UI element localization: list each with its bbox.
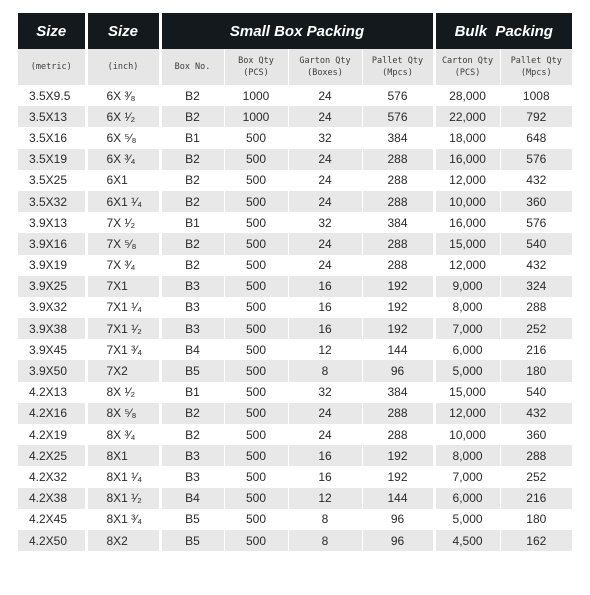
box-qty-cell: 500 (224, 233, 288, 254)
bulk-carton-qty-cell: 12,000 (434, 403, 500, 424)
inch-size-cell: 6X ⁵⁄₈ (86, 127, 160, 148)
inch-size-cell: 8X1 ¹⁄₂ (86, 488, 160, 509)
table-row (18, 149, 572, 170)
box-qty-cell: 500 (224, 297, 288, 318)
bulk-carton-qty-cell: 9,000 (434, 276, 500, 297)
bulk-pallet-qty-cell: 792 (500, 106, 572, 127)
inch-size-cell: 8X ⁵⁄₈ (86, 403, 160, 424)
box-qty-cell: 500 (224, 149, 288, 170)
bulk-carton-qty-cell: 7,000 (434, 318, 500, 339)
carton-qty-cell: 16 (288, 297, 362, 318)
box-qty-cell: 500 (224, 318, 288, 339)
carton-qty-subheader: Garton Qty (Boxes) (288, 49, 362, 85)
small-box-packing-header: Small Box Packing (160, 13, 434, 49)
inch-size-cell: 7X ³⁄₄ (86, 255, 160, 276)
box-no-cell: B2 (160, 233, 224, 254)
bulk-carton-qty-cell: 15,000 (434, 233, 500, 254)
box-qty-cell: 1000 (224, 106, 288, 127)
bulk-carton-qty-cell: 8,000 (434, 445, 500, 466)
box-qty-cell: 500 (224, 170, 288, 191)
bulk-carton-qty-cell: 8,000 (434, 297, 500, 318)
carton-qty-cell: 24 (288, 149, 362, 170)
table-row (18, 488, 572, 509)
bulk-carton-qty-cell: 16,000 (434, 149, 500, 170)
metric-size-cell: 3.9X25 (18, 276, 86, 297)
header-row (18, 13, 572, 49)
bulk-carton-qty-cell: 12,000 (434, 170, 500, 191)
bulk-carton-qty-cell: 5,000 (434, 360, 500, 381)
bulk-carton-qty-cell: 6,000 (434, 339, 500, 360)
carton-qty-cell: 24 (288, 255, 362, 276)
inch-size-cell: 6X1 (86, 170, 160, 191)
metric-size-cell: 4.2X16 (18, 403, 86, 424)
pallet-qty-cell: 288 (362, 255, 434, 276)
table-row (18, 509, 572, 530)
pallet-qty-cell: 288 (362, 403, 434, 424)
table-row (18, 445, 572, 466)
pallet-qty-cell: 576 (362, 106, 434, 127)
bulk-pallet-qty-cell: 1008 (500, 85, 572, 106)
inch-size-cell: 6X1 ¹⁄₄ (86, 191, 160, 212)
box-no-cell: B4 (160, 339, 224, 360)
box-no-subheader: Box No. (160, 49, 224, 85)
carton-qty-cell: 8 (288, 509, 362, 530)
bulk-pallet-qty-cell: 360 (500, 191, 572, 212)
pallet-qty-cell: 384 (362, 382, 434, 403)
pallet-qty-cell: 192 (362, 466, 434, 487)
metric-size-cell: 4.2X32 (18, 466, 86, 487)
carton-qty-cell: 12 (288, 488, 362, 509)
box-qty-cell: 1000 (224, 85, 288, 106)
table-row (18, 339, 572, 360)
box-no-cell: B3 (160, 276, 224, 297)
metric-size-cell: 3.9X13 (18, 212, 86, 233)
bulk-pallet-qty-subheader: Pallet Qty (Mpcs) (500, 49, 572, 85)
box-qty-cell: 500 (224, 276, 288, 297)
bulk-carton-qty-cell: 10,000 (434, 424, 500, 445)
bulk-pallet-qty-cell: 540 (500, 233, 572, 254)
table-row (18, 382, 572, 403)
carton-qty-cell: 12 (288, 339, 362, 360)
table-row (18, 106, 572, 127)
metric-size-cell: 3.9X19 (18, 255, 86, 276)
inch-size-cell: 8X2 (86, 530, 160, 551)
carton-qty-cell: 24 (288, 233, 362, 254)
bulk-packing-header: Bulk Packing (434, 13, 572, 49)
box-qty-cell: 500 (224, 127, 288, 148)
metric-size-cell: 4.2X13 (18, 382, 86, 403)
table-row (18, 233, 572, 254)
inch-size-cell: 8X ¹⁄₂ (86, 382, 160, 403)
bulk-pallet-qty-cell: 288 (500, 297, 572, 318)
carton-qty-cell: 8 (288, 360, 362, 381)
pallet-qty-cell: 192 (362, 318, 434, 339)
carton-qty-cell: 16 (288, 318, 362, 339)
box-no-cell: B5 (160, 509, 224, 530)
box-no-cell: B1 (160, 127, 224, 148)
bulk-pallet-qty-cell: 180 (500, 360, 572, 381)
bulk-carton-qty-cell: 4,500 (434, 530, 500, 551)
box-no-cell: B5 (160, 530, 224, 551)
inch-size-cell: 8X ³⁄₄ (86, 424, 160, 445)
metric-size-cell: 3.9X32 (18, 297, 86, 318)
box-qty-cell: 500 (224, 424, 288, 445)
carton-qty-cell: 24 (288, 106, 362, 127)
box-no-cell: B3 (160, 445, 224, 466)
metric-size-cell: 3.9X45 (18, 339, 86, 360)
metric-size-cell: 4.2X50 (18, 530, 86, 551)
pallet-qty-cell: 144 (362, 488, 434, 509)
pallet-qty-cell: 192 (362, 297, 434, 318)
metric-size-cell: 3.5X32 (18, 191, 86, 212)
metric-size-cell: 3.9X50 (18, 360, 86, 381)
box-no-cell: B2 (160, 170, 224, 191)
box-qty-cell: 500 (224, 466, 288, 487)
box-no-cell: B3 (160, 297, 224, 318)
inch-size-cell: 6X ³⁄₄ (86, 149, 160, 170)
pallet-qty-cell: 192 (362, 445, 434, 466)
carton-qty-cell: 16 (288, 276, 362, 297)
bulk-carton-qty-cell: 6,000 (434, 488, 500, 509)
table-row (18, 255, 572, 276)
packing-table (18, 13, 572, 551)
box-no-cell: B2 (160, 403, 224, 424)
inch-size-cell: 6X ³⁄₈ (86, 85, 160, 106)
carton-qty-cell: 24 (288, 85, 362, 106)
inch-size-cell: 7X ¹⁄₂ (86, 212, 160, 233)
table-row (18, 360, 572, 381)
bulk-carton-qty-cell: 15,000 (434, 382, 500, 403)
box-no-cell: B1 (160, 212, 224, 233)
metric-size-cell: 3.9X38 (18, 318, 86, 339)
metric-size-cell: 4.2X19 (18, 424, 86, 445)
table-row (18, 212, 572, 233)
bulk-carton-qty-cell: 28,000 (434, 85, 500, 106)
inch-size-cell: 7X1 ¹⁄₂ (86, 318, 160, 339)
pallet-qty-cell: 384 (362, 127, 434, 148)
pallet-qty-cell: 288 (362, 170, 434, 191)
table-row (18, 191, 572, 212)
box-qty-cell: 500 (224, 191, 288, 212)
bulk-pallet-qty-cell: 576 (500, 149, 572, 170)
inch-size-cell: 7X1 ¹⁄₄ (86, 297, 160, 318)
box-no-cell: B2 (160, 106, 224, 127)
pallet-qty-subheader: Pallet Qty (Mpcs) (362, 49, 434, 85)
bulk-carton-qty-cell: 7,000 (434, 466, 500, 487)
pallet-qty-cell: 384 (362, 212, 434, 233)
box-no-cell: B1 (160, 382, 224, 403)
carton-qty-cell: 24 (288, 403, 362, 424)
metric-subheader: (metric) (18, 49, 86, 85)
bulk-pallet-qty-cell: 432 (500, 403, 572, 424)
inch-size-cell: 7X1 (86, 276, 160, 297)
box-no-cell: B2 (160, 255, 224, 276)
bulk-pallet-qty-cell: 648 (500, 127, 572, 148)
carton-qty-cell: 24 (288, 191, 362, 212)
bulk-pallet-qty-cell: 162 (500, 530, 572, 551)
box-qty-cell: 500 (224, 530, 288, 551)
box-no-cell: B2 (160, 85, 224, 106)
table-row (18, 530, 572, 551)
metric-size-cell: 3.5X25 (18, 170, 86, 191)
box-no-cell: B3 (160, 466, 224, 487)
table-row (18, 403, 572, 424)
bulk-carton-qty-subheader: Carton Qty (PCS) (434, 49, 500, 85)
bulk-pallet-qty-cell: 252 (500, 466, 572, 487)
metric-size-cell: 3.5X16 (18, 127, 86, 148)
bulk-pallet-qty-cell: 324 (500, 276, 572, 297)
pallet-qty-cell: 192 (362, 276, 434, 297)
carton-qty-cell: 24 (288, 170, 362, 191)
bulk-carton-qty-cell: 18,000 (434, 127, 500, 148)
inch-size-cell: 8X1 ³⁄₄ (86, 509, 160, 530)
box-qty-cell: 500 (224, 255, 288, 276)
box-no-cell: B2 (160, 424, 224, 445)
size-inch-header: Size (86, 13, 160, 49)
pallet-qty-cell: 576 (362, 85, 434, 106)
box-qty-cell: 500 (224, 339, 288, 360)
pallet-qty-cell: 96 (362, 509, 434, 530)
box-qty-cell: 500 (224, 212, 288, 233)
metric-size-cell: 3.5X19 (18, 149, 86, 170)
box-qty-cell: 500 (224, 445, 288, 466)
inch-size-cell: 7X1 ³⁄₄ (86, 339, 160, 360)
carton-qty-cell: 8 (288, 530, 362, 551)
box-no-cell: B2 (160, 191, 224, 212)
bulk-pallet-qty-cell: 432 (500, 170, 572, 191)
box-qty-cell: 500 (224, 382, 288, 403)
box-no-cell: B5 (160, 360, 224, 381)
table-row (18, 297, 572, 318)
metric-size-cell: 4.2X45 (18, 509, 86, 530)
table-row (18, 424, 572, 445)
pallet-qty-cell: 288 (362, 149, 434, 170)
bulk-pallet-qty-cell: 432 (500, 255, 572, 276)
carton-qty-cell: 24 (288, 424, 362, 445)
bulk-carton-qty-cell: 5,000 (434, 509, 500, 530)
pallet-qty-cell: 288 (362, 191, 434, 212)
bulk-carton-qty-cell: 12,000 (434, 255, 500, 276)
table-row (18, 170, 572, 191)
bulk-pallet-qty-cell: 540 (500, 382, 572, 403)
carton-qty-cell: 16 (288, 466, 362, 487)
bulk-pallet-qty-cell: 252 (500, 318, 572, 339)
box-qty-cell: 500 (224, 488, 288, 509)
inch-size-cell: 8X1 ¹⁄₄ (86, 466, 160, 487)
carton-qty-cell: 32 (288, 212, 362, 233)
pallet-qty-cell: 288 (362, 233, 434, 254)
pallet-qty-cell: 288 (362, 424, 434, 445)
table-row (18, 85, 572, 106)
bulk-carton-qty-cell: 10,000 (434, 191, 500, 212)
metric-size-cell: 4.2X38 (18, 488, 86, 509)
bulk-pallet-qty-cell: 288 (500, 445, 572, 466)
bulk-carton-qty-cell: 22,000 (434, 106, 500, 127)
bulk-pallet-qty-cell: 180 (500, 509, 572, 530)
bulk-pallet-qty-cell: 216 (500, 339, 572, 360)
metric-size-cell: 3.5X9.5 (18, 85, 86, 106)
subheader-row (18, 49, 572, 85)
table-row (18, 466, 572, 487)
inch-size-cell: 7X2 (86, 360, 160, 381)
carton-qty-cell: 32 (288, 127, 362, 148)
bulk-pallet-qty-cell: 216 (500, 488, 572, 509)
pallet-qty-cell: 144 (362, 339, 434, 360)
box-qty-subheader: Box Qty (PCS) (224, 49, 288, 85)
bulk-carton-qty-cell: 16,000 (434, 212, 500, 233)
size-metric-header: Size (18, 13, 86, 49)
metric-size-cell: 3.5X13 (18, 106, 86, 127)
pallet-qty-cell: 96 (362, 360, 434, 381)
carton-qty-cell: 32 (288, 382, 362, 403)
table-row (18, 276, 572, 297)
metric-size-cell: 3.9X16 (18, 233, 86, 254)
inch-size-cell: 8X1 (86, 445, 160, 466)
box-qty-cell: 500 (224, 509, 288, 530)
box-qty-cell: 500 (224, 403, 288, 424)
table-row (18, 318, 572, 339)
bulk-pallet-qty-cell: 360 (500, 424, 572, 445)
packing-spec-sheet (18, 13, 572, 551)
metric-size-cell: 4.2X25 (18, 445, 86, 466)
inch-size-cell: 6X ¹⁄₂ (86, 106, 160, 127)
box-no-cell: B3 (160, 318, 224, 339)
bulk-pallet-qty-cell: 576 (500, 212, 572, 233)
box-no-cell: B4 (160, 488, 224, 509)
pallet-qty-cell: 96 (362, 530, 434, 551)
table-row (18, 127, 572, 148)
box-qty-cell: 500 (224, 360, 288, 381)
box-no-cell: B2 (160, 149, 224, 170)
inch-subheader: (inch) (86, 49, 160, 85)
carton-qty-cell: 16 (288, 445, 362, 466)
inch-size-cell: 7X ⁵⁄₈ (86, 233, 160, 254)
